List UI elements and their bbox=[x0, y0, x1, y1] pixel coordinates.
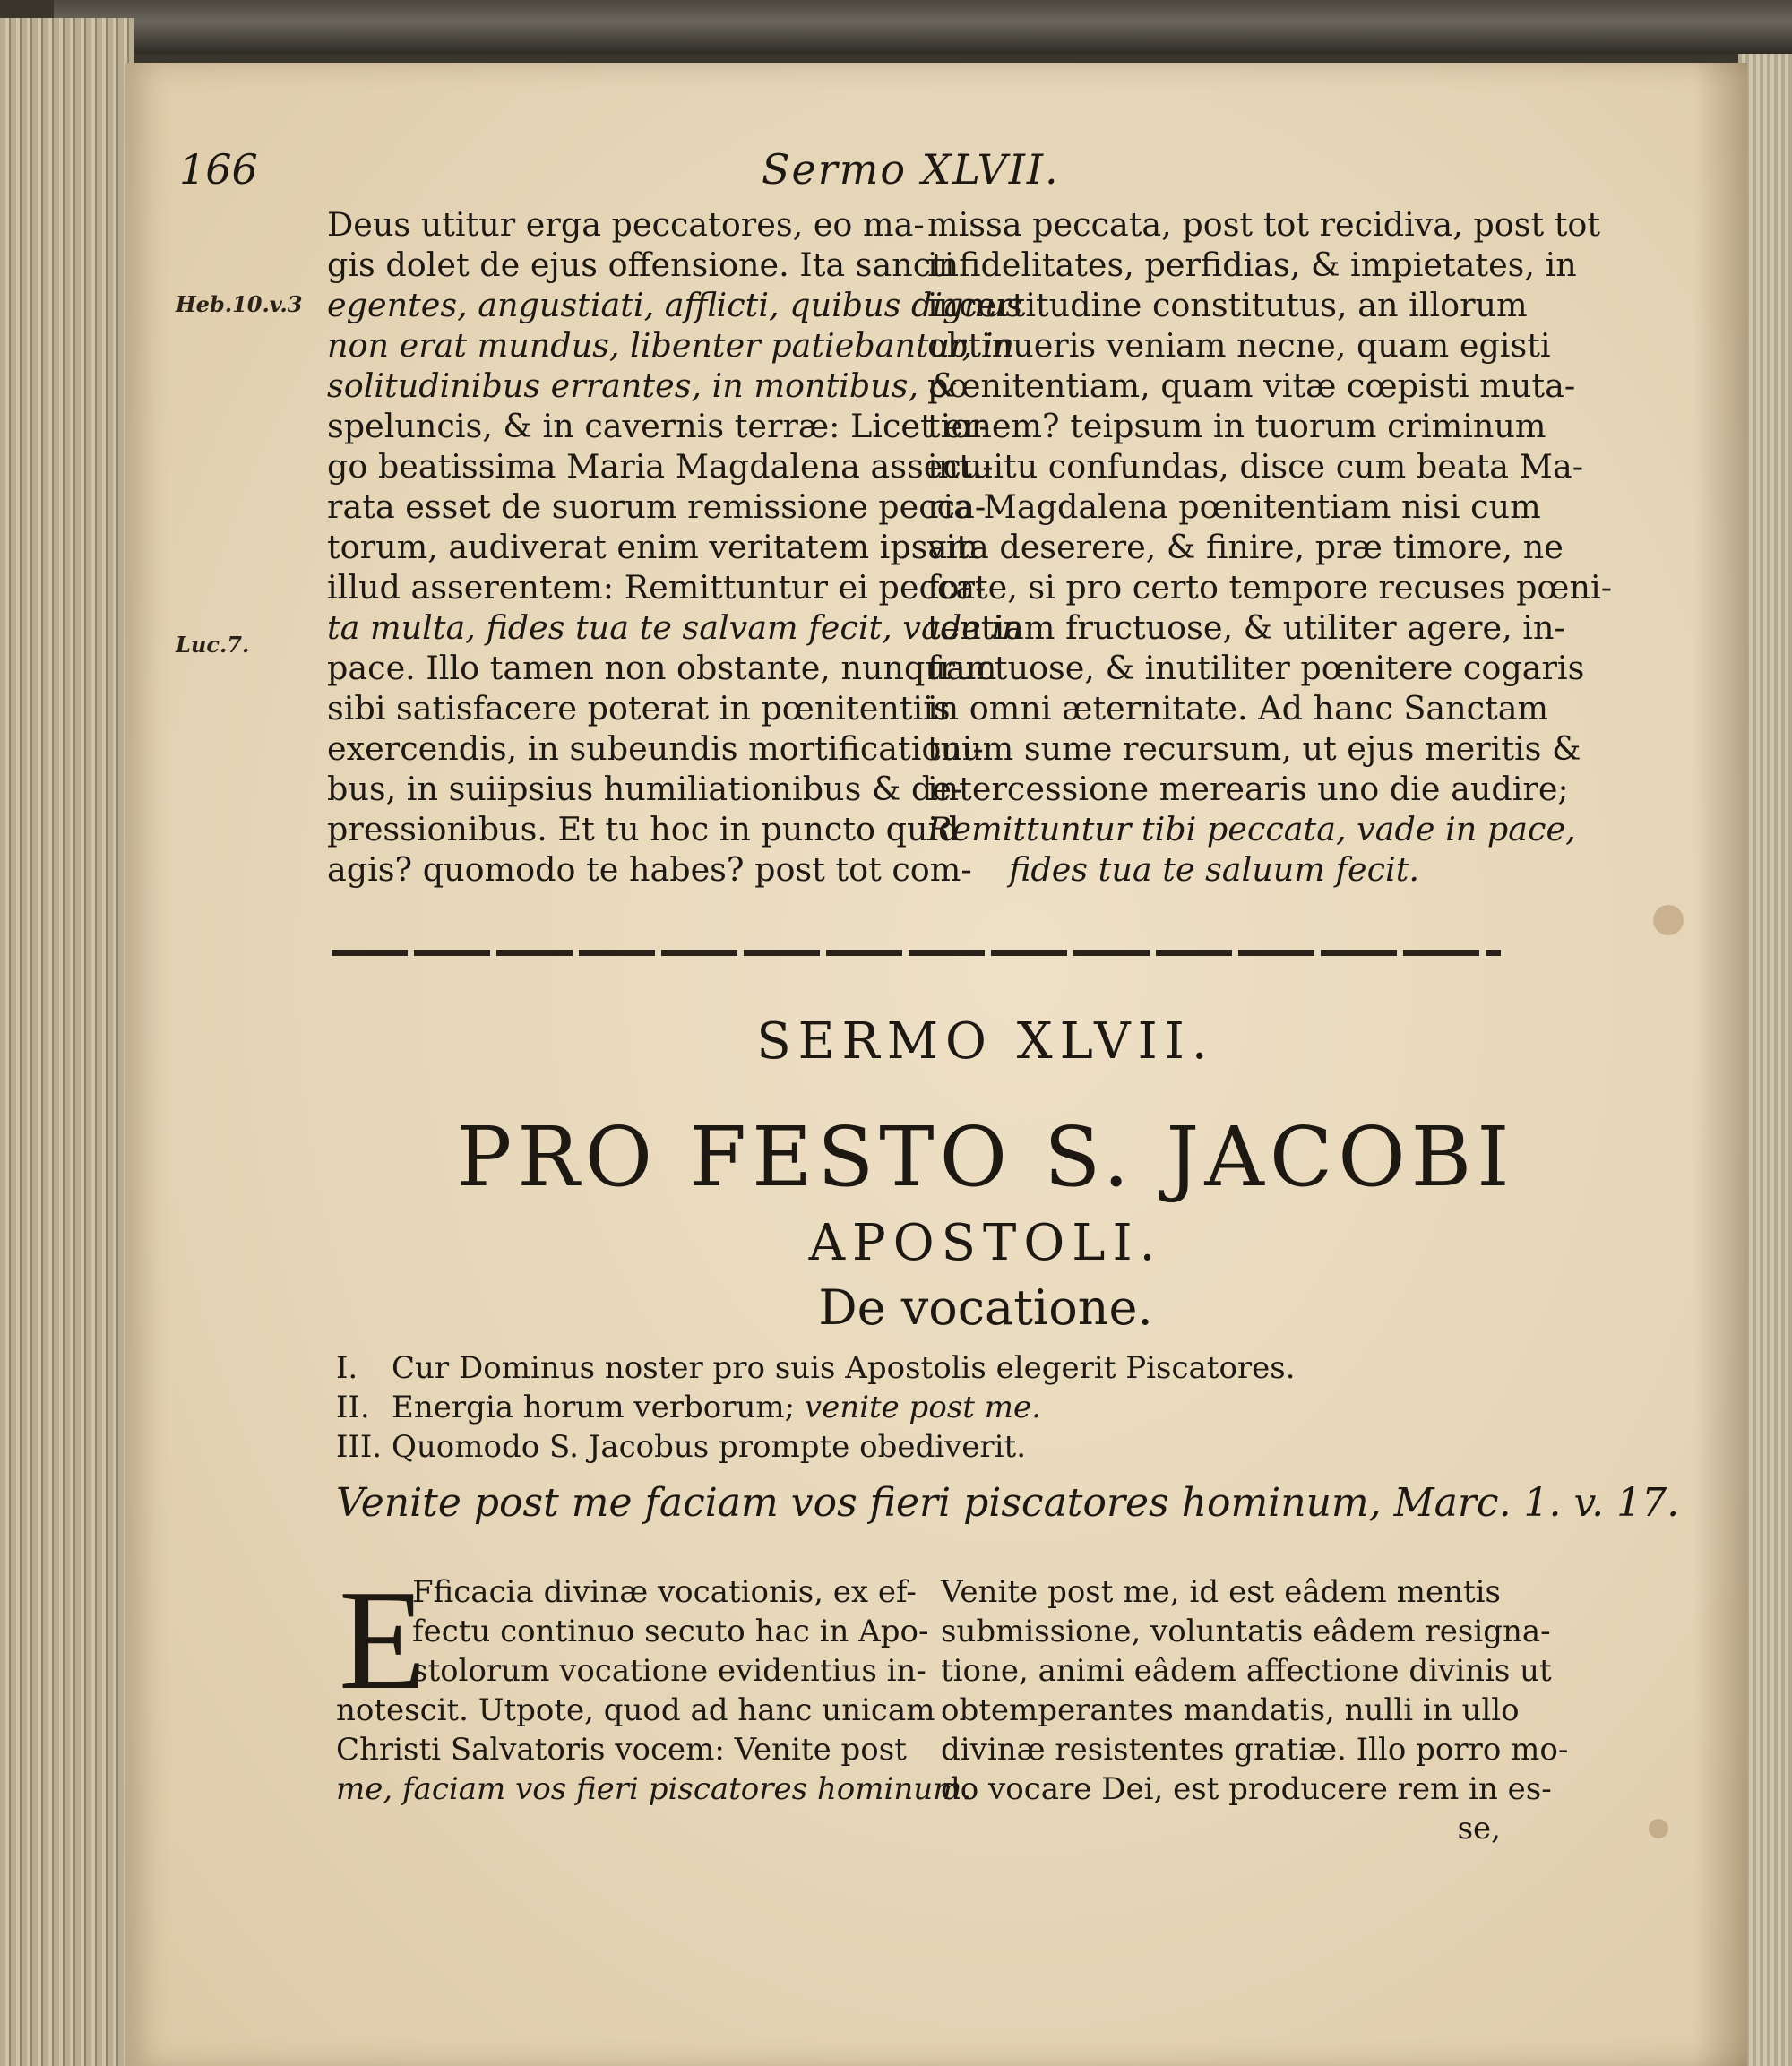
text-line: non erat mundus, libenter patiebantur, in bbox=[327, 326, 1014, 365]
sermon-title-text: PRO FESTO S. JACOBI bbox=[456, 1109, 1515, 1205]
sermon-heading bbox=[0, 1012, 1792, 1071]
point-number: I. bbox=[336, 1350, 358, 1386]
text-line: Fficacia divinæ vocationis, ex ef- bbox=[412, 1574, 917, 1610]
text-line: in omni æternitate. Ad hanc Sanctam bbox=[927, 689, 1549, 727]
text-line: obtemperantes mandatis, nulli in ullo bbox=[941, 1692, 1520, 1728]
text-line: tentiam fructuose, & utiliter agere, in- bbox=[927, 608, 1565, 647]
paper-stain bbox=[1649, 1819, 1668, 1838]
text-line: notescit. Utpote, quod ad hanc unicam bbox=[336, 1692, 935, 1728]
text-line: tione, animi eâdem affectione divinis ut bbox=[941, 1653, 1552, 1689]
text-line: stolorum vocatione evidentius in- bbox=[412, 1653, 926, 1689]
text-line: sibi satisfacere poterat in pœnitentiis bbox=[327, 689, 951, 727]
catchword: se, bbox=[1457, 1811, 1501, 1846]
text-line: fides tua te saluum fecit. bbox=[1009, 850, 1419, 889]
text-line: ta multa, fides tua te salvam fecit, vade in bbox=[327, 608, 1023, 647]
text-line: me, faciam vos fieri piscatores hominum. bbox=[336, 1771, 972, 1807]
text-line: vita deserere, & finire, præ timore, ne bbox=[927, 528, 1564, 566]
text-line: tionem? teipsum in tuorum criminum bbox=[927, 407, 1546, 445]
point-item bbox=[336, 1388, 1296, 1427]
text-line: divinæ resistentes gratiæ. Illo porro mo- bbox=[941, 1732, 1569, 1768]
text-line: submissione, voluntatis eâdem resigna- bbox=[941, 1614, 1551, 1649]
sermon-topic bbox=[0, 1279, 1792, 1336]
left-column-bottom bbox=[336, 1572, 972, 1809]
point-item bbox=[336, 1348, 1296, 1388]
right-column-bottom bbox=[941, 1572, 1569, 1848]
text-line: intercessione merearis uno die audire; bbox=[927, 770, 1569, 808]
text-line: Venite post me, id est eâdem mentis bbox=[941, 1574, 1501, 1610]
point-text: Cur Dominus noster pro suis Apostolis elegerit Piscatores. bbox=[392, 1350, 1296, 1386]
point-text: Quomodo S. Jacobus prompte obediverit. bbox=[392, 1429, 1027, 1465]
point-quote: venite post me. bbox=[804, 1390, 1041, 1425]
text-line: egentes, angustiati, afflicti, quibus dignus bbox=[327, 286, 1023, 324]
text-line: gis dolet de ejus offensione. Ita sancti bbox=[327, 245, 955, 284]
text-line: obtinueris veniam necne, quam egisti bbox=[927, 326, 1551, 365]
point-number: II. bbox=[336, 1390, 370, 1425]
text-line: Remittuntur tibi peccata, vade in pace, bbox=[927, 810, 1576, 848]
point-item bbox=[336, 1427, 1296, 1467]
text-line: Christi Salvatoris vocem: Venite post bbox=[336, 1732, 907, 1768]
sermon-topic-text: De vocatione. bbox=[818, 1279, 1153, 1336]
text-line: pace. Illo tamen non obstante, nunquam bbox=[327, 649, 997, 687]
text-line: fructuose, & inutiliter pœnitere cogaris bbox=[927, 649, 1585, 687]
text-line: ria Magdalena pœnitentiam nisi cum bbox=[927, 487, 1541, 526]
running-title: Sermo XLVII. bbox=[762, 145, 1060, 194]
text-line: rata esset de suorum remissione pecca- bbox=[327, 487, 986, 526]
paper-stain bbox=[1653, 905, 1684, 935]
page-number: 166 bbox=[179, 145, 258, 194]
text-line: do vocare Dei, est producere rem in es- bbox=[941, 1771, 1552, 1807]
text-line: fectu continuo secuto hac in Apo- bbox=[412, 1614, 929, 1649]
text-line: illud asserentem: Remittuntur ei pecca- bbox=[327, 568, 986, 607]
right-column-top bbox=[927, 204, 1613, 890]
margin-note-luc: Luc.7. bbox=[176, 632, 250, 658]
text-line: infidelitates, perfidias, & impietates, in bbox=[927, 245, 1577, 284]
text-line: pressionibus. Et tu hoc in puncto quid bbox=[327, 810, 960, 848]
text-line: bus, in suiipsius humiliationibus & de- bbox=[327, 770, 963, 808]
margin-note-heb: Heb.10.v.3 bbox=[176, 291, 303, 317]
sermon-subtitle-text: APOSTOLI. bbox=[808, 1214, 1163, 1272]
text-line: go beatissima Maria Magdalena assecu- bbox=[327, 447, 994, 486]
text-line: exercendis, in subeundis mortificationi- bbox=[327, 729, 984, 768]
text-line: missa peccata, post tot recidiva, post tot bbox=[927, 205, 1601, 244]
text-line: speluncis, & in cavernis terræ: Licet er- bbox=[327, 407, 990, 445]
point-text: Energia horum verborum; bbox=[392, 1390, 796, 1425]
book-top-edge bbox=[54, 0, 1792, 54]
text-line: agis? quomodo te habes? post tot com- bbox=[327, 850, 972, 889]
sermon-points-list bbox=[336, 1348, 1296, 1467]
text-line: Deus utitur erga peccatores, eo ma- bbox=[327, 205, 925, 244]
sermon-title bbox=[0, 1109, 1792, 1205]
scripture-verse: Venite post me faciam vos fieri piscatores hominum, Marc. 1. v. 17. bbox=[336, 1480, 1680, 1526]
section-divider-rule bbox=[332, 950, 1501, 956]
text-line: tuum sume recursum, ut ejus meritis & bbox=[927, 729, 1581, 768]
drop-cap-initial: E bbox=[339, 1560, 426, 1719]
left-column-top bbox=[327, 204, 1023, 890]
text-line: forte, si pro certo tempore recuses pœni- bbox=[927, 568, 1613, 607]
point-number: III. bbox=[336, 1429, 383, 1465]
text-line: incertitudine constitutus, an illorum bbox=[927, 286, 1528, 324]
text-line: pœnitentiam, quam vitæ cœpisti muta- bbox=[927, 366, 1576, 405]
text-line: solitudinibus errantes, in montibus, & bbox=[327, 366, 959, 405]
sermon-heading-text: SERMO XLVII. bbox=[756, 1012, 1215, 1071]
text-line: torum, audiverat enim veritatem ipsam bbox=[327, 528, 978, 566]
text-line: intuitu confundas, disce cum beata Ma- bbox=[927, 447, 1584, 486]
sermon-subtitle bbox=[0, 1214, 1792, 1272]
